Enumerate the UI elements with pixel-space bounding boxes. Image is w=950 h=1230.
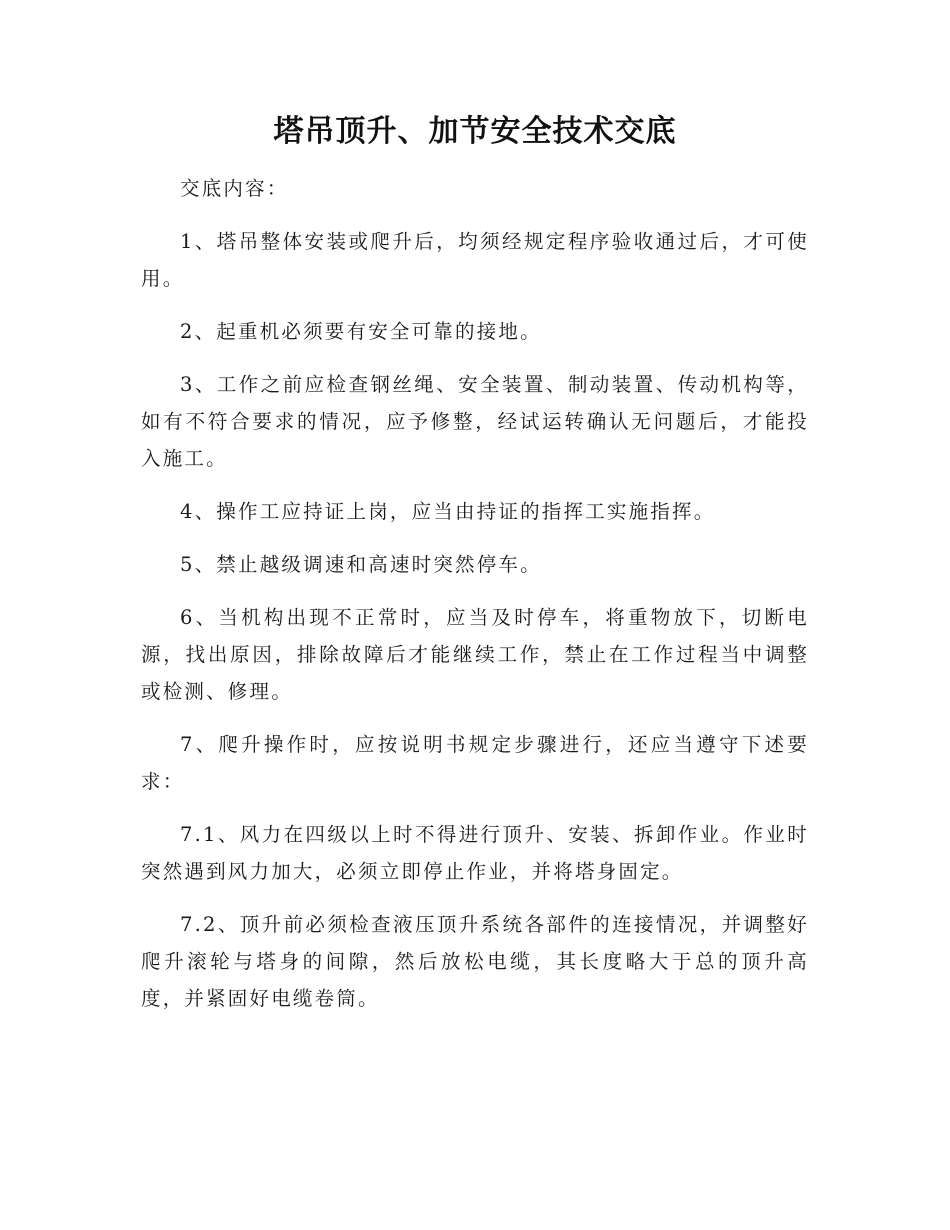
document-title: 塔吊顶升、加节安全技术交底 — [273, 114, 677, 149]
document-body — [141, 108, 809, 1033]
paragraph-item-4: 4、操作工应持证上岗，应当由持证的指挥工实施指挥。 — [180, 500, 716, 523]
paragraph-item-6: 6、当机构出现不正常时，应当及时停车，将重物放下，切断电源，找出原因，排除故障后才能继续工作，禁止在工作过程当中调整或检测、修理。 — [141, 606, 809, 703]
paragraph-item-5: 5、禁止越级调速和高速时突然停车。 — [180, 553, 542, 576]
paragraph-item-3: 3、工作之前应检查钢丝绳、安全装置、制动装置、传动机构等，如有不符合要求的情况，应予修整，经试运转确认无问题后，才能投入施工。 — [141, 373, 809, 470]
paragraph-item-7-2: 7.2、顶升前必须检查液压顶升系统各部件的连接情况，并调整好爬升滚轮与塔身的间隙，然后放松电缆，其长度略大于总的顶升高度，并紧固好电缆卷筒。 — [141, 913, 809, 1010]
paragraph-item-2: 2、起重机必须要有安全可靠的接地。 — [180, 320, 542, 343]
paragraph-item-7-1: 7.1、风力在四级以上时不得进行顶升、安装、拆卸作业。作业时突然遇到风力加大，必须立即停止作业，并将塔身固定。 — [141, 823, 809, 883]
paragraph-item-1: 1、塔吊整体安装或爬升后，均须经规定程序验收通过后，才可使用。 — [141, 230, 809, 290]
paragraph-intro: 交底内容： — [180, 177, 289, 200]
paragraph-item-7: 7、爬升操作时，应按说明书规定步骤进行，还应当遵守下述要求： — [141, 733, 809, 793]
